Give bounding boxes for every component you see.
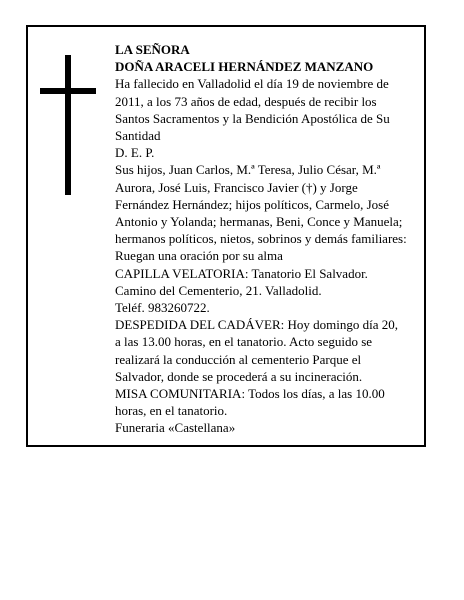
text-line: Camino del Cementerio, 21. Valladolid. — [115, 282, 322, 298]
notice-heading: LA SEÑORA — [115, 42, 190, 57]
rest-in-peace: D. E. P. — [115, 145, 155, 161]
cross-horizontal-bar — [40, 88, 96, 94]
text-line: Aurora, José Luis, Francisco Javier (†) y Jorge — [115, 179, 358, 195]
text-line: hermanos políticos, nietos, sobrinos y demás familiares: — [115, 231, 407, 247]
text-line: realizará la conducción al cementerio Parque el — [115, 351, 362, 367]
text-line: Sus hijos, Juan Carlos, M.ª Teresa, Julio César, M.ª — [115, 162, 381, 178]
funeral-home: Funeraria «Castellana» — [115, 420, 236, 436]
text-line: Fernández Hernández; hijos políticos, Carmelo, José — [115, 196, 390, 212]
cross-icon — [40, 55, 96, 195]
mass-line: MISA COMUNITARIA: Todos los días, a las 10.00 — [115, 386, 385, 402]
text-line: Santidad — [115, 128, 161, 144]
deceased-name: DOÑA ARACELI HERNÁNDEZ MANZANO — [115, 59, 374, 75]
obituary-text — [115, 41, 421, 437]
text-line: horas, en el tanatorio. — [115, 403, 228, 419]
text-line: Ruegan una oración por su alma — [115, 248, 283, 264]
phone-line: Teléf. 983260722. — [115, 300, 210, 316]
farewell-line: DESPEDIDA DEL CADÁVER: Hoy domingo día 20, — [115, 317, 398, 333]
text-line: Ha fallecido en Valladolid el día 19 de noviembre de — [115, 76, 389, 92]
text-line: Antonio y Yolanda; hermanas, Beni, Conce y Manuela; — [115, 214, 403, 230]
cross-vertical-bar — [65, 55, 71, 195]
wake-chapel-line: CAPILLA VELATORIA: Tanatorio El Salvador. — [115, 265, 368, 281]
text-line: a las 13.00 horas, en el tanatorio. Acto seguido se — [115, 334, 373, 350]
text-line: Santos Sacramentos y la Bendición Apostólica de Su — [115, 110, 390, 126]
text-line: Salvador, donde se procederá a su incineración. — [115, 368, 363, 384]
text-line: 2011, a los 73 años de edad, después de recibir los — [115, 93, 377, 109]
obituary-notice — [26, 25, 426, 447]
